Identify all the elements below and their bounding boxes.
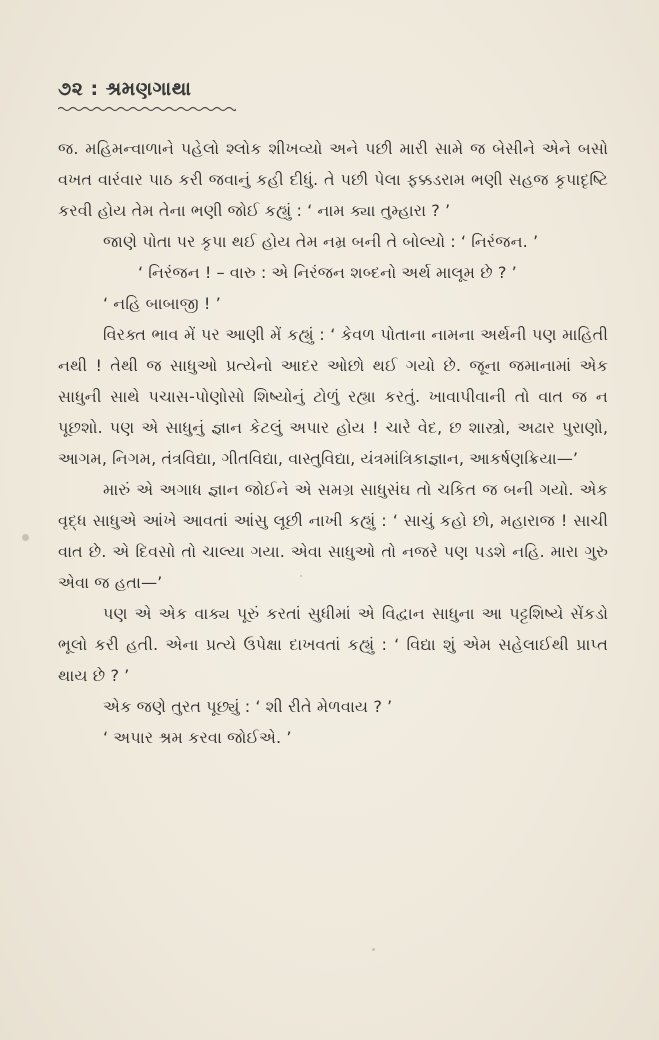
- paper-speck: [372, 948, 375, 951]
- paragraph: જ. મહિમન્વાળાને પહેલો શ્લોક શીખવ્યો અને પછી મારી સામે જ બેસીને એને બસો વખત વારંવાર પાઠ કરી જવાનું કહી દીધું. તે પછી પેલા ફક્કડરામ ભણી સહજ કૃપાદૃષ્ટિ કરવી હોય તેમ તેના ભણી જોઈ કહ્યું : ‘ નામ ક્યા તુમ્હારા ? ’: [58, 139, 608, 220]
- wavy-underline: [58, 106, 236, 112]
- page-number: ૭૨: [58, 78, 84, 100]
- paragraph: વિરક્ત ભાવ મેં પર આણી મેં કહ્યું : ‘ કેવળ પોતાના નામના અર્થની પણ માહિતી નથી ! તેથી જ સાધુઓ પ્રત્યેનો આદર ઓછો થઈ ગયો છે. જૂના જમાનામાં એક સાધુની સાથે પચાસ-પોણોસો શિષ્યોનું ટોળું રહ્યા કરતું. ખાવાપીવાની તો વાત જ ન પૂછશો. પણ એ સાધુનું જ્ઞાન કેટલું અપાર હોય ! ચારે વેદ, છ શાસ્ત્રો, અઢાર પુરાણો, આગમ, નિગમ, તંત્રવિદ્યા, ગીતવિદ્યા, વાસ્તુવિદ્યા, યંત્રમાંત્રિકાજ્ઞાન, આકર્ષણક્રિયા—’: [58, 325, 608, 468]
- book-title: શ્રમણગાથા: [105, 78, 192, 100]
- paper-speck: [22, 534, 29, 541]
- paragraph: ‘ નિરંજન ! – વારુ : એ નિરંજન શબ્દનો અર્થ માલૂમ છે ? ’: [138, 263, 517, 282]
- paragraph: પણ એ એક વાક્ય પૂરું કરતાં સુધીમાં એ વિદ્વાન સાધુના આ પટ્ટશિષ્યે સેંકડો ભૂલો કરી હતી. એના પ્રત્યે ઉપેક્ષા દાખવતાં કહ્યું : ‘ વિદ્યા શું એમ સહેલાઈથી પ્રાપ્ત થાય છે ? ’: [58, 604, 608, 685]
- paragraph: ‘ અપાર શ્રમ કરવા જોઈએ. ’: [103, 728, 292, 747]
- paragraph: ‘ નહિ બાબાજી ! ’: [103, 294, 221, 313]
- paragraph: એક જણે તુરત પૂછ્યું : ‘ શી રીતે મેળવાય ? ’: [103, 697, 393, 716]
- header-separator: :: [90, 78, 99, 100]
- paper-speck: [300, 575, 302, 577]
- paragraph: જાણે પોતા પર કૃપા થઈ હોય તેમ નમ્ર બની તે બોલ્યો : ‘ નિરંજન. ’: [103, 232, 539, 251]
- running-header: [58, 78, 191, 100]
- paragraph: મારું એ અગાધ જ્ઞાન જોઈને એ સમગ્ર સાધુસંઘ તો ચકિત જ બની ગયો. એક વૃદ્ધ સાધુએ આંખે આવતાં આંસુ લૂછી નાખી કહ્યું : ‘ સાચું કહો છો, મહારાજ ! સાચી વાત છે. એ દિવસો તો ચાલ્યા ગયા. એવા સાધુઓ તો નજરે પણ પડશે નહિ. મારા ગુરુ એવા જ હતા—’: [58, 480, 608, 592]
- body-text: [58, 133, 608, 753]
